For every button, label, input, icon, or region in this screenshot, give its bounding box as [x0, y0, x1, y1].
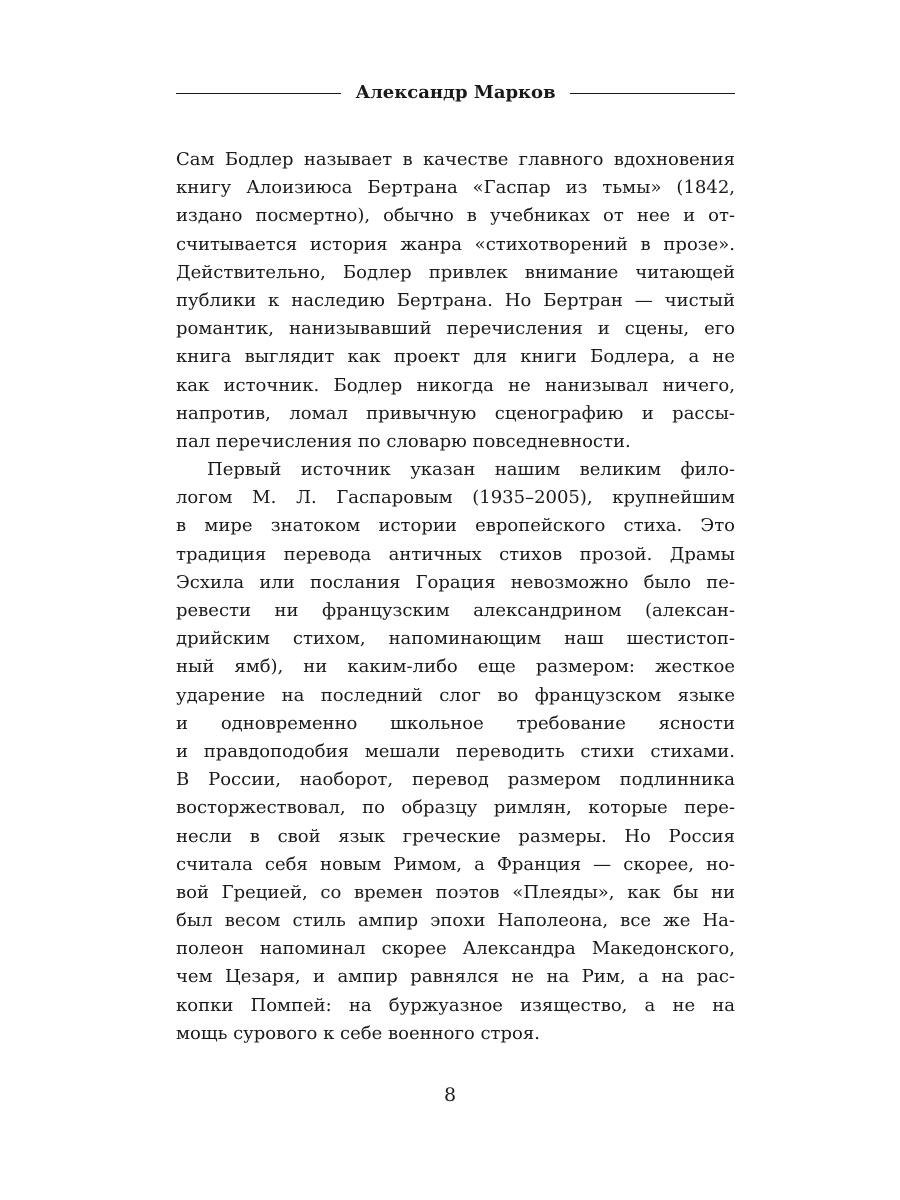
- text-line: книгу Алоизиюса Бертрана «Гаспар из тьмы» (1842,: [176, 177, 735, 199]
- text-line: в мире знатоком истории европейского стиха. Это: [176, 515, 735, 537]
- text-line: издано посмертно), обычно в учебниках от нее и от-: [176, 205, 735, 227]
- text-line: ный ямб), ни каким-либо еще размером: жесткое: [176, 656, 735, 678]
- text-line: дрийским стихом, напоминающим наш шестистоп-: [176, 628, 735, 650]
- text-line: напротив, ломал привычную сценографию и рассы-: [176, 402, 735, 424]
- text-line: В России, наоборот, перевод размером подлинника: [176, 769, 735, 791]
- text-line: несли в свой язык греческие размеры. Но Россия: [176, 825, 735, 847]
- text-line: копки Помпей: на буржуазное изящество, а не на: [176, 994, 735, 1016]
- text-line: полеон напоминал скорее Александра Македонского,: [176, 938, 735, 960]
- text-line: был весом стиль ампир эпохи Наполеона, все же На-: [176, 910, 735, 932]
- text-line: книга выглядит как проект для книги Бодлера, а не: [176, 346, 735, 368]
- text-line: Эсхила или послания Горация невозможно было пе-: [176, 571, 735, 593]
- running-header: [176, 78, 735, 108]
- text-line: считала себя новым Римом, а Франция — скорее, но-: [176, 853, 735, 875]
- paragraph-2: [176, 456, 735, 1048]
- text-line: ревести ни французским александрином (алексан-: [176, 600, 735, 621]
- text-line: публики к наследию Бертрана. Но Бертран — чистый: [176, 289, 735, 311]
- text-line-first: Первый источник указан нашим великим фило-: [207, 459, 735, 481]
- text-line: и правдоподобия мешали переводить стихи стихами.: [176, 740, 735, 762]
- text-line: Действительно, Бодлер привлек внимание читающей: [176, 261, 735, 283]
- text-line-last: мощь сурового к себе военного строя.: [176, 1022, 540, 1044]
- text-line: ударение на последний слог во французском языке: [176, 684, 735, 706]
- text-line: логом М. Л. Гаспаровым (1935–2005), крупнейшим: [176, 487, 735, 509]
- text-line: считывается история жанра «стихотворений в прозе».: [176, 233, 735, 255]
- text-line: традиция перевода античных стихов прозой. Драмы: [176, 543, 735, 565]
- text-line: вой Грецией, со времен поэтов «Плеяды», как бы ни: [176, 881, 735, 903]
- header-rule-left: [176, 93, 341, 94]
- header-rule-right: [570, 93, 735, 94]
- body-text: [176, 146, 735, 1048]
- text-line: романтик, нанизывавший перечисления и сцены, его: [176, 318, 735, 340]
- page-number: 8: [443, 1084, 457, 1106]
- text-line: и одновременно школьное требование ясности: [176, 712, 735, 734]
- text-line-last: пал перечисления по словарю повседневности.: [176, 430, 631, 452]
- paragraph-1: [176, 146, 735, 456]
- text-line: Сам Бодлер называет в качестве главного вдохновения: [176, 149, 735, 170]
- author-name: Александр Марков: [355, 82, 556, 103]
- text-line: как источник. Бодлер никогда не нанизывал ничего,: [176, 374, 735, 396]
- text-line: чем Цезаря, и ампир равнялся не на Рим, а на рас-: [176, 966, 735, 988]
- text-line: восторжествовал, по образцу римлян, которые пере-: [176, 797, 735, 819]
